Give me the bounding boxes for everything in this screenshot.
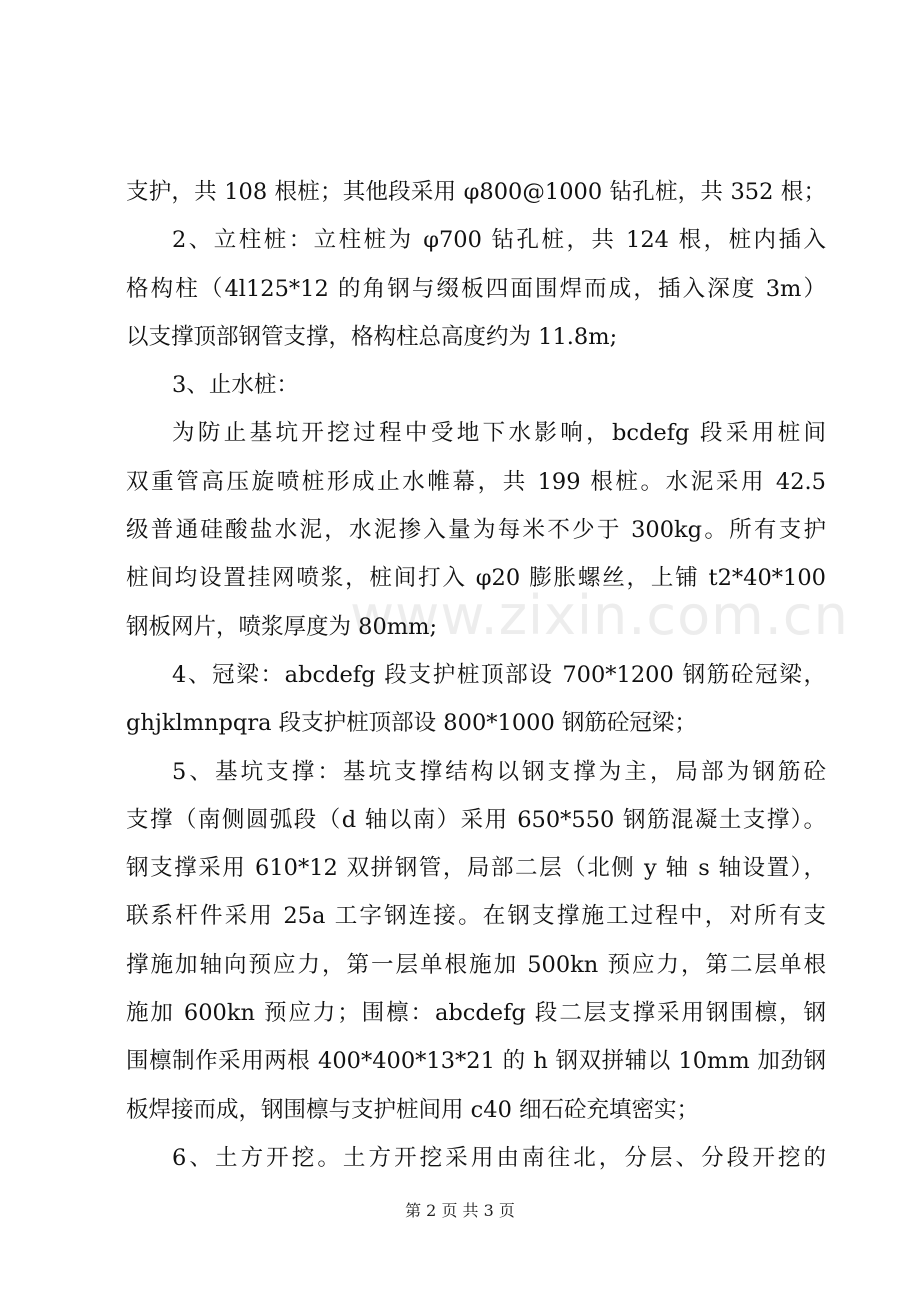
body-line: 联系杆件采用 25a 工字钢连接。在钢支撑施工过程中，对所有支 (126, 903, 826, 930)
page-number-footer: 第 2 页 共 3 页 (405, 1201, 515, 1220)
body-line: 为防止基坑开挖过程中受地下水影响，bcdefg 段采用桩间 (172, 420, 826, 447)
body-line: 钢板网片，喷浆厚度为 80mm; (126, 613, 438, 640)
body-line: 支撑（南侧圆弧段（d 轴以南）采用 650*550 钢筋混凝土支撑）。 (126, 806, 826, 833)
body-line: 施加 600kn 预应力；围檩：abcdefg 段二层支撑采用钢围檩，钢 (126, 1000, 826, 1027)
watermark: www.zixin.com.cn (350, 584, 849, 647)
body-line: 5、基坑支撑：基坑支撑结构以钢支撑为主，局部为钢筋砼 (172, 758, 826, 785)
body-line: ghjklmnpqra 段支护桩顶部设 800*1000 钢筋砼冠梁； (126, 710, 697, 737)
body-line: 6、土方开挖。土方开挖采用由南往北，分层、分段开挖的 (172, 1144, 826, 1171)
body-line: 级普通硅酸盐水泥，水泥掺入量为每米不少于 300kg。所有支护 (126, 517, 826, 544)
body-line: 支护，共 108 根桩；其他段采用 φ800@1000 钻孔桩，共 352 根； (126, 179, 826, 205)
body-line: 以支撑顶部钢管支撑，格构柱总高度约为 11.8m; (126, 323, 618, 350)
document-body (126, 168, 826, 1182)
body-line: 围檩制作采用两根 400*400*13*21 的 h 钢双拼辅以 10mm 加劲钢 (126, 1048, 826, 1075)
body-line: 撑施加轴向预应力，第一层单根施加 500kn 预应力，第二层单根 (126, 951, 826, 978)
section-heading: 3、止水桩： (172, 372, 299, 399)
body-line: 4、冠梁：abcdefg 段支护桩顶部设 700*1200 钢筋砼冠梁， (172, 661, 826, 688)
body-line: 双重管高压旋喷桩形成止水帷幕，共 199 根桩。水泥采用 42.5 (126, 468, 826, 495)
body-line: 格构柱（4l125*12 的角钢与缀板四面围焊而成，插入深度 3m） (126, 275, 826, 302)
body-line: 板焊接而成，钢围檩与支护桩间用 c40 细石砼充填密实； (126, 1096, 700, 1123)
body-line: 桩间均设置挂网喷浆，桩间打入 φ20 膨胀螺丝，上铺 t2*40*100 (126, 565, 826, 592)
body-line: 2、立柱桩：立柱桩为 φ700 钻孔桩，共 124 根，桩内插入 (172, 227, 826, 254)
body-line: 钢支撑采用 610*12 双拼钢管，局部二层（北侧 y 轴 s 轴设置）， (126, 855, 826, 882)
